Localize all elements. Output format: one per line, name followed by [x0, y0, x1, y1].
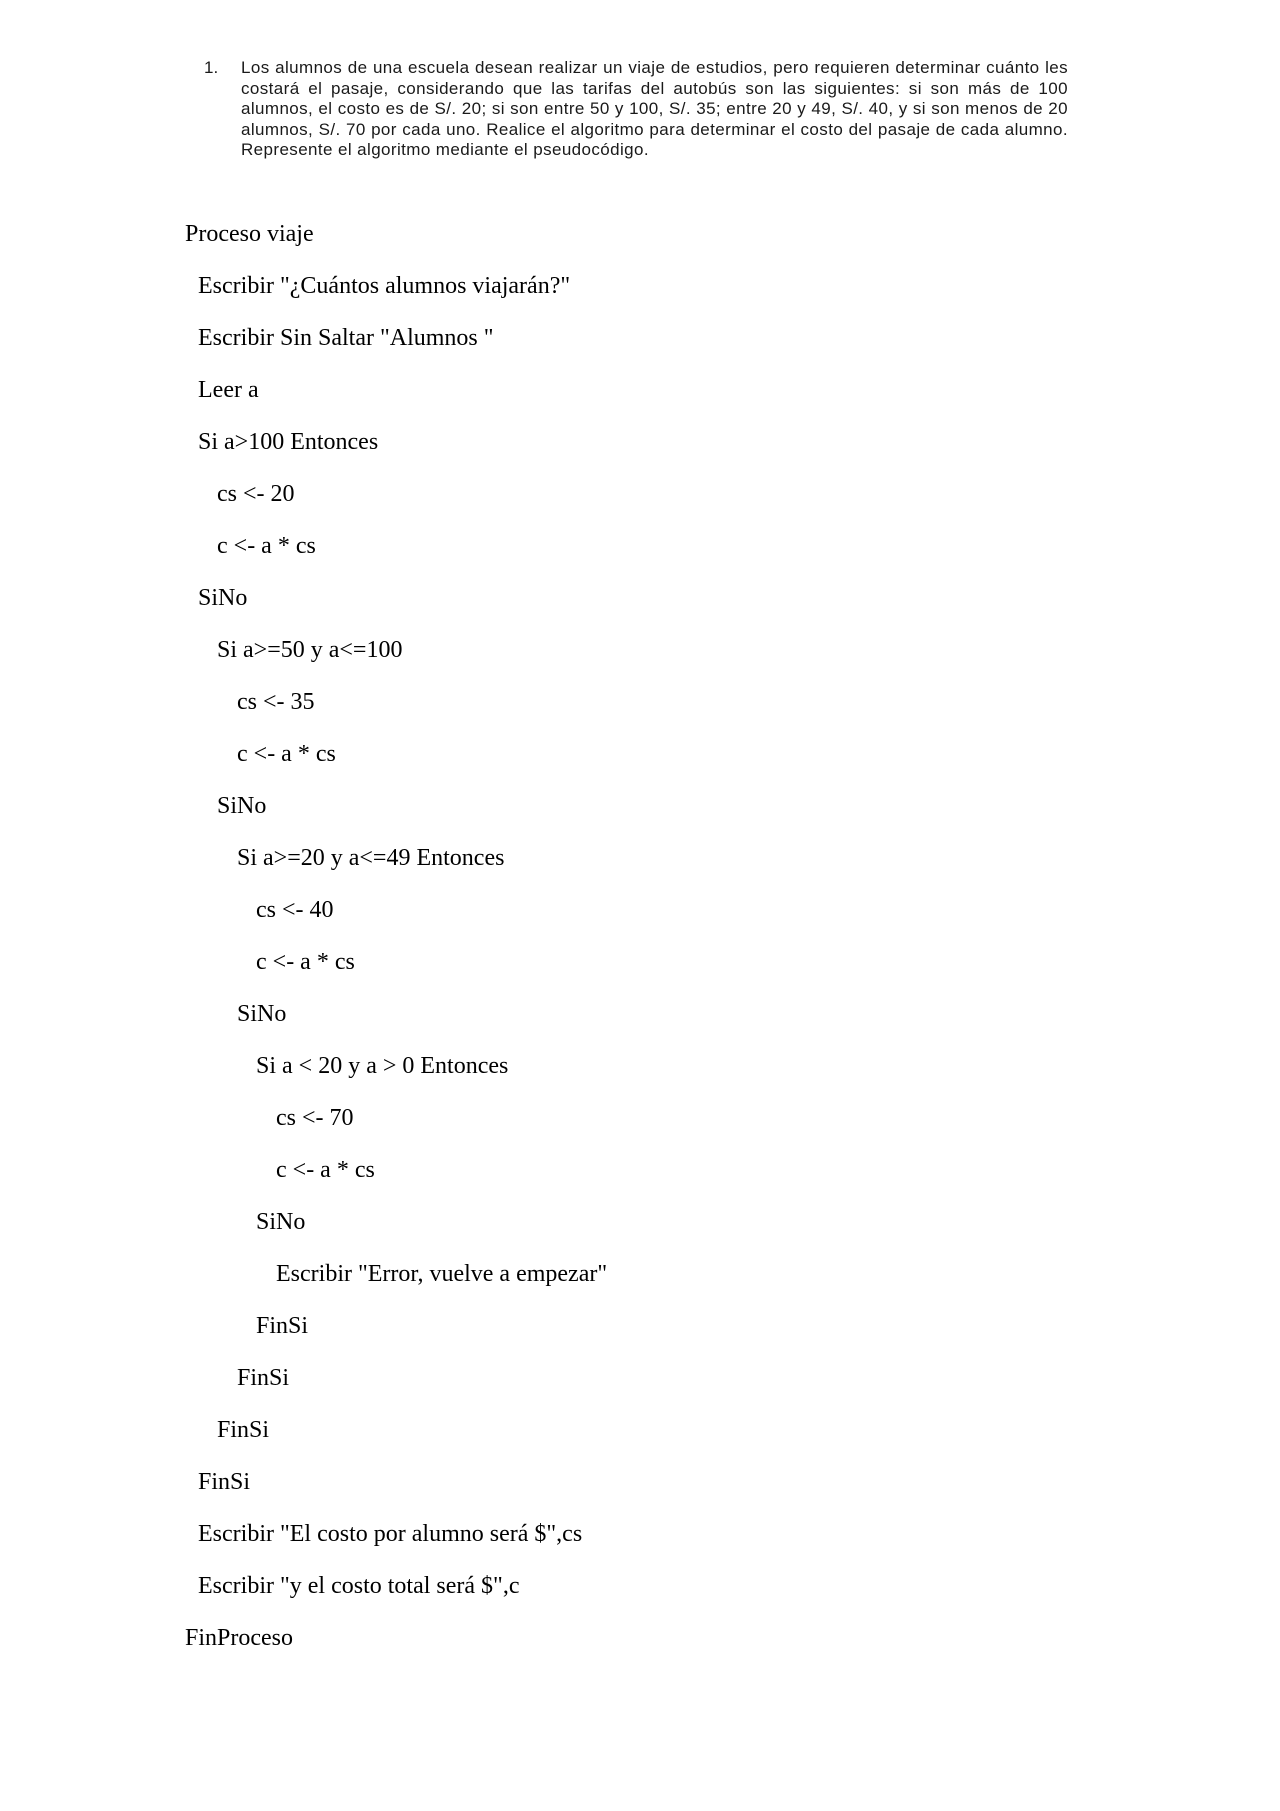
code-line-finsi-3: FinSi: [237, 1365, 290, 1391]
code-line-c-3: c <- a * cs: [256, 949, 355, 975]
problem-text: Los alumnos de una escuela desean realizar un viaje de estudios, pero requieren determinar cuánto les costará el pasaje, considerando que las tarifas del autobús son las siguientes: si son más de 100 alumnos, el costo es de S/. 20; si son entre 50 y 100, S/. 35; entre 20 y 49, S/. 40, y si son menos de 20 alumnos, S/. 70 por cada uno. Realice el algoritmo para determinar el costo del pasaje de cada alumno. Represente el algoritmo mediante el pseudocódigo.: [241, 58, 1068, 160]
code-line-finsi-2: FinSi: [217, 1417, 270, 1443]
code-line-cs-70: cs <- 70: [276, 1105, 354, 1131]
code-line-error: Escribir "Error, vuelve a empezar": [276, 1261, 608, 1287]
code-line-finsi-1: FinSi: [198, 1469, 251, 1495]
code-line-sino-4: SiNo: [256, 1209, 306, 1235]
code-line-finproceso: FinProceso: [185, 1625, 293, 1651]
code-line-sino-3: SiNo: [237, 1001, 287, 1027]
code-line-c-4: c <- a * cs: [276, 1157, 375, 1183]
code-line-escribir-total: Escribir "y el costo total será $",c: [198, 1573, 520, 1599]
problem-statement: [204, 58, 1068, 161]
code-line-c-1: c <- a * cs: [217, 533, 316, 559]
code-line-cs-20: cs <- 20: [217, 481, 295, 507]
code-line-escribir-alumnos: Escribir Sin Saltar "Alumnos ": [198, 325, 494, 351]
code-line-finsi-4: FinSi: [256, 1313, 309, 1339]
code-line-escribir-costo: Escribir "El costo por alumno será $",cs: [198, 1521, 583, 1547]
code-line-si-50: Si a>=50 y a<=100: [217, 637, 403, 663]
code-line-leer: Leer a: [198, 377, 259, 403]
code-line-si-20: Si a>=20 y a<=49 Entonces: [237, 845, 505, 871]
pseudocode-block: [185, 208, 607, 1664]
code-line-sino-2: SiNo: [217, 793, 267, 819]
code-line-cs-35: cs <- 35: [237, 689, 315, 715]
code-line-sino-1: SiNo: [198, 585, 248, 611]
code-line-si-100: Si a>100 Entonces: [198, 429, 379, 455]
code-line-proceso: Proceso viaje: [185, 221, 314, 247]
problem-number: 1.: [204, 58, 219, 77]
code-line-cs-40: cs <- 40: [256, 897, 334, 923]
code-line-escribir-pregunta: Escribir "¿Cuántos alumnos viajarán?": [198, 273, 571, 299]
code-line-si-0: Si a < 20 y a > 0 Entonces: [256, 1053, 509, 1079]
code-line-c-2: c <- a * cs: [237, 741, 336, 767]
